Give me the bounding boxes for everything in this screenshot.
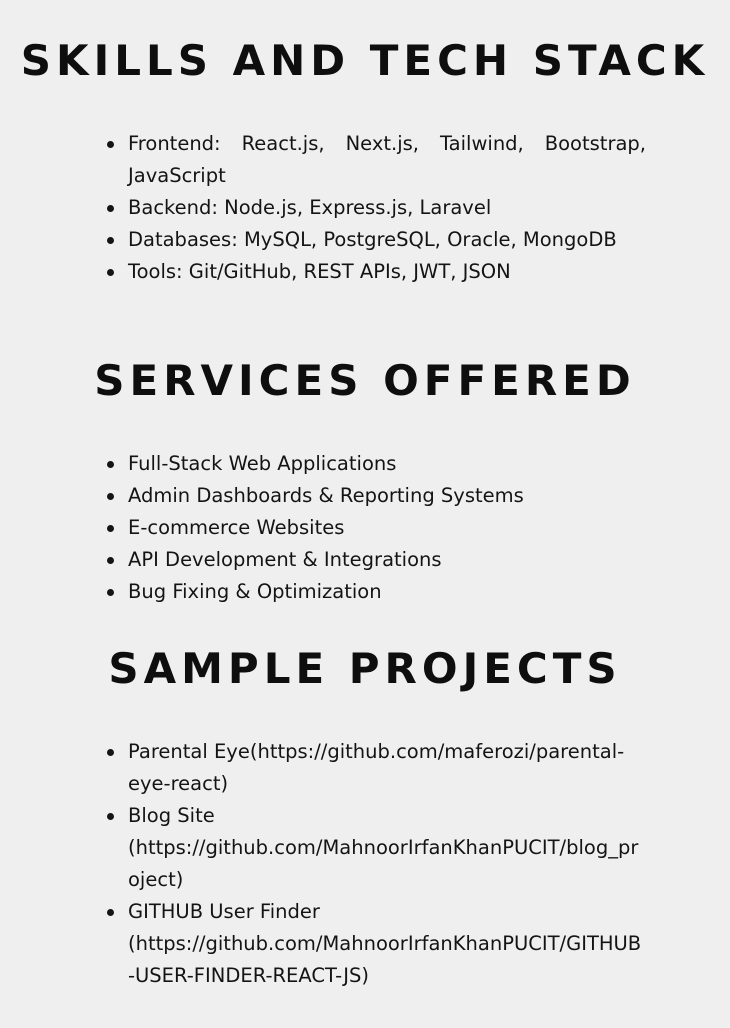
skills-item-tools: Tools: Git/GitHub, REST APIs, JWT, JSON xyxy=(105,256,646,288)
services-heading: SERVICES OFFERED xyxy=(94,356,636,405)
services-item-bugfix: Bug Fixing & Optimization xyxy=(105,576,646,608)
project-item-blog-site xyxy=(105,800,646,896)
skills-item-databases: Databases: MySQL, PostgreSQL, Oracle, MongoDB xyxy=(105,224,646,256)
skills-item-backend: Backend: Node.js, Express.js, Laravel xyxy=(105,192,646,224)
project-name: Parental Eye(https://github.com/maferozi/parental- xyxy=(128,740,625,763)
skills-heading: SKILLS AND TECH STACK xyxy=(20,36,710,85)
projects-list xyxy=(105,736,646,992)
projects-heading: SAMPLE PROJECTS xyxy=(108,644,622,693)
project-name: Blog Site xyxy=(128,804,215,827)
project-link[interactable]: eye-react) xyxy=(128,772,229,795)
project-link[interactable]: (https://github.com/MahnoorIrfanKhanPUCIT/blog_project) xyxy=(128,836,639,891)
project-item-parental-eye xyxy=(105,736,646,800)
services-item-api: API Development & Integrations xyxy=(105,544,646,576)
skills-list xyxy=(105,128,646,288)
project-item-github-user-finder xyxy=(105,896,646,992)
project-link[interactable]: (https://github.com/MahnoorIrfanKhanPUCIT/GITHUB-USER-FINDER-REACT-JS) xyxy=(128,932,642,987)
services-list xyxy=(105,448,646,608)
services-item-ecommerce: E-commerce Websites xyxy=(105,512,646,544)
services-item-fullstack: Full-Stack Web Applications xyxy=(105,448,646,480)
services-item-dashboards: Admin Dashboards & Reporting Systems xyxy=(105,480,646,512)
skills-item-frontend: Frontend: React.js, Next.js, Tailwind, Bootstrap, JavaScript xyxy=(105,128,646,192)
project-name: GITHUB User Finder xyxy=(128,900,320,923)
